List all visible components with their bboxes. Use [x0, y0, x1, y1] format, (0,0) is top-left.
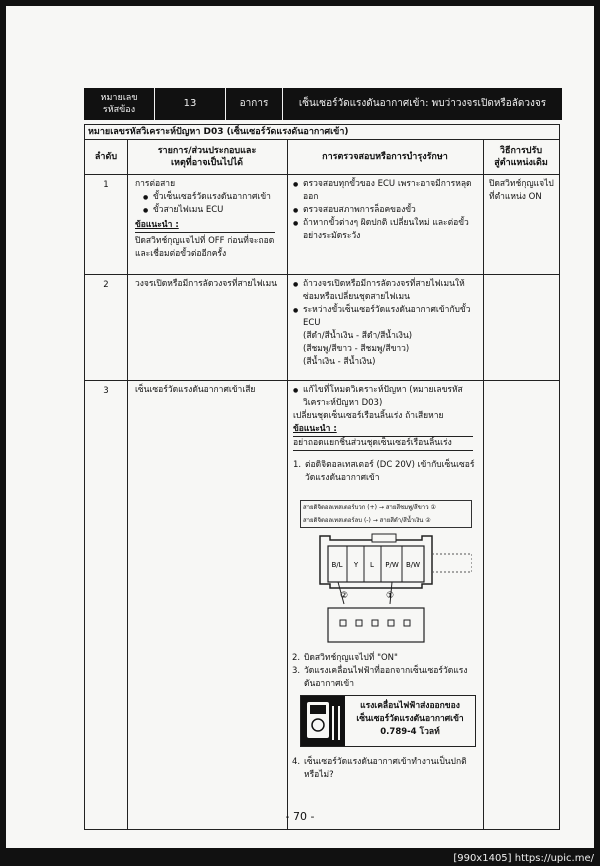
list-item: ● ขั้วเซ็นเซอร์วัดแรงดันอากาศเข้า: [143, 191, 283, 204]
callout-label: ①: [385, 591, 395, 601]
pin-label: L: [370, 561, 374, 569]
step-number: 1.: [293, 460, 302, 470]
pin-label: B/L: [331, 561, 343, 569]
step-item: [292, 665, 476, 691]
step-list: [292, 756, 476, 782]
header-bar: [84, 88, 562, 120]
pin-label: P/W: [385, 561, 399, 569]
column-divider: [127, 140, 128, 829]
voltage-spec-text: [345, 696, 475, 746]
wiring-legend: [300, 500, 472, 528]
spec-line: เซ็นเซอร์วัดแรงดันอากาศเข้า: [356, 714, 464, 724]
list-item: ● ระหว่างขั้วเซ็นเซอร์วัดแรงดันอากาศเข้ากับขั้ว ECU: [293, 304, 479, 330]
row-item: [135, 178, 283, 261]
note-label: ข้อแนะนำ :: [135, 219, 275, 233]
step-item: [292, 756, 476, 782]
table-title: หมายเลขรหัสวิเคราะห์ปัญหา D03 (เซ็นเซอร์วัดแรงดันอากาศเข้า): [85, 125, 559, 140]
wiring-line: สายดิจิตอลเทสเตอร์ลบ (-) → สายสีดำ/สีน้ำเงิน ②: [303, 517, 431, 524]
step-text: วัดแรงเคลื่อนไฟฟ้าที่ออกจากเซ็นเซอร์วัดแรงดันอากาศเข้า: [304, 666, 468, 689]
wire-bundle: [432, 554, 472, 572]
column-header: วิธีการปรับ สู่ตำแหน่งเดิม: [494, 146, 548, 168]
step-item: [292, 652, 476, 665]
check-after: เปลี่ยนชุดเซ็นเซอร์เรือนลิ้นเร่ง ถ้าเสียหาย: [293, 411, 444, 421]
list-item: ● แก้ไขที่โหมดวิเคราะห์ปัญหา (หมายเลขรหัสวิเคราะห์ปัญหา D03): [293, 384, 479, 410]
step-text: ต่อดิจิตอลเทสเตอร์ (DC 20V) เข้ากับเซ็นเซอร์วัดแรงดันอากาศเข้า: [305, 460, 475, 483]
step-item: [293, 459, 479, 485]
row-restore: ปิดสวิทช์กุญแจไปที่ตำแหน่ง ON: [489, 179, 554, 202]
row-check: [293, 178, 479, 243]
voltage-spec-box: [300, 695, 476, 747]
list-item: ● ตรวจสอบสภาพการล็อคของขั้ว: [293, 204, 479, 217]
list-item: ● ตรวจสอบทุกขั้วของ ECU เพราะอาจมีการหลุดออก: [293, 178, 479, 204]
connector-diagram: [300, 532, 472, 650]
note-text: ปิดสวิทช์กุญแจไปที่ OFF ก่อนที่จะถอดและเชื่อมต่อขั้วต่ออีกครั้ง: [135, 236, 275, 259]
list-item: ● ขั้วสายไฟเมน ECU: [143, 204, 283, 217]
connector-latch: [372, 534, 396, 542]
column-header: ลำดับ: [94, 152, 118, 162]
pin-socket: [388, 620, 394, 626]
wire-pair: (สีชมพู/สีขาว - สีชมพู/สีขาว): [303, 344, 410, 354]
item-title: การต่อสาย: [135, 179, 176, 189]
step-text: บิดสวิทช์กุญแจไปที่ "ON": [304, 653, 398, 663]
pin-label: B/W: [405, 561, 421, 569]
pin-socket: [356, 620, 362, 626]
row-divider: [85, 274, 559, 275]
step-number: 4.: [292, 757, 301, 767]
wiring-line: สายดิจิตอลเทสเตอร์บวก (+) → สายสีชมพู/สีขาว ①: [303, 504, 436, 511]
code-label: หมายเลข รหัสข้อง: [84, 88, 155, 120]
callout-label: ②: [339, 591, 349, 601]
pin-socket: [340, 620, 346, 626]
spec-line: 0.789-4 โวลท์: [380, 727, 440, 737]
step-number: 3.: [292, 666, 301, 676]
column-header-row: [85, 140, 559, 175]
list-item: ● ถ้าหากขั้วต่างๆ ผิดปกติ เปลี่ยนใหม่ และต่อขั้วอย่างระมัดระวัง: [293, 217, 479, 243]
row-divider: [85, 380, 559, 381]
code-value: 13: [155, 88, 226, 120]
source-footer: [990x1405] https://upic.me/: [453, 853, 594, 864]
symptom-value: เซ็นเซอร์วัดแรงดันอากาศเข้า: พบว่าวงจรเปิดหรือลัดวงจร: [298, 98, 547, 109]
note-label: ข้อแนะนำ :: [293, 423, 473, 437]
symptom-label: อาการ: [226, 88, 283, 120]
row-number: 3: [103, 386, 109, 396]
row-item: วงจรเปิดหรือมีการลัดวงจรที่สายไฟเมน: [135, 279, 278, 289]
column-header: รายการ/ส่วนประกอบและ เหตุที่อาจเป็นไปได้: [157, 146, 257, 168]
pin-socket: [404, 620, 410, 626]
wire-pair: (สีน้ำเงิน - สีน้ำเงิน): [303, 357, 376, 367]
row-number: 2: [103, 280, 109, 290]
row-check: [293, 384, 479, 485]
wire-pair: (สีดำ/สีน้ำเงิน - สีดำ/สีน้ำเงิน): [303, 331, 413, 341]
list-item: ● ถ้าวงจรเปิดหรือมีการลัดวงจรที่สายไฟเมนให้ซ่อมหรือเปลี่ยนชุดสายไฟเมน: [293, 278, 479, 304]
note-text: อย่าถอดแยกชิ้นส่วนชุดเซ็นเซอร์เรือนลิ้นเร่ง: [293, 437, 473, 451]
column-divider: [483, 140, 484, 829]
page-number: - 70 -: [285, 810, 315, 823]
pin-socket: [372, 620, 378, 626]
row-check: [293, 278, 479, 369]
row-number: 1: [103, 180, 109, 190]
step-text: เซ็นเซอร์วัดแรงดันอากาศเข้าทำงานเป็นปกติหรือไม่?: [304, 757, 467, 780]
spec-line: แรงเคลื่อนไฟฟ้าส่งออกของ: [360, 701, 460, 711]
row-item: เซ็นเซอร์วัดแรงดันอากาศเข้าเสีย: [135, 385, 256, 395]
pin-label: Y: [353, 561, 359, 569]
step-number: 2.: [292, 653, 301, 663]
multimeter-icon: [301, 696, 345, 746]
column-divider: [287, 140, 288, 829]
step-list: [292, 652, 476, 691]
column-header: การตรวจสอบหรือการบำรุงรักษา: [322, 152, 448, 162]
